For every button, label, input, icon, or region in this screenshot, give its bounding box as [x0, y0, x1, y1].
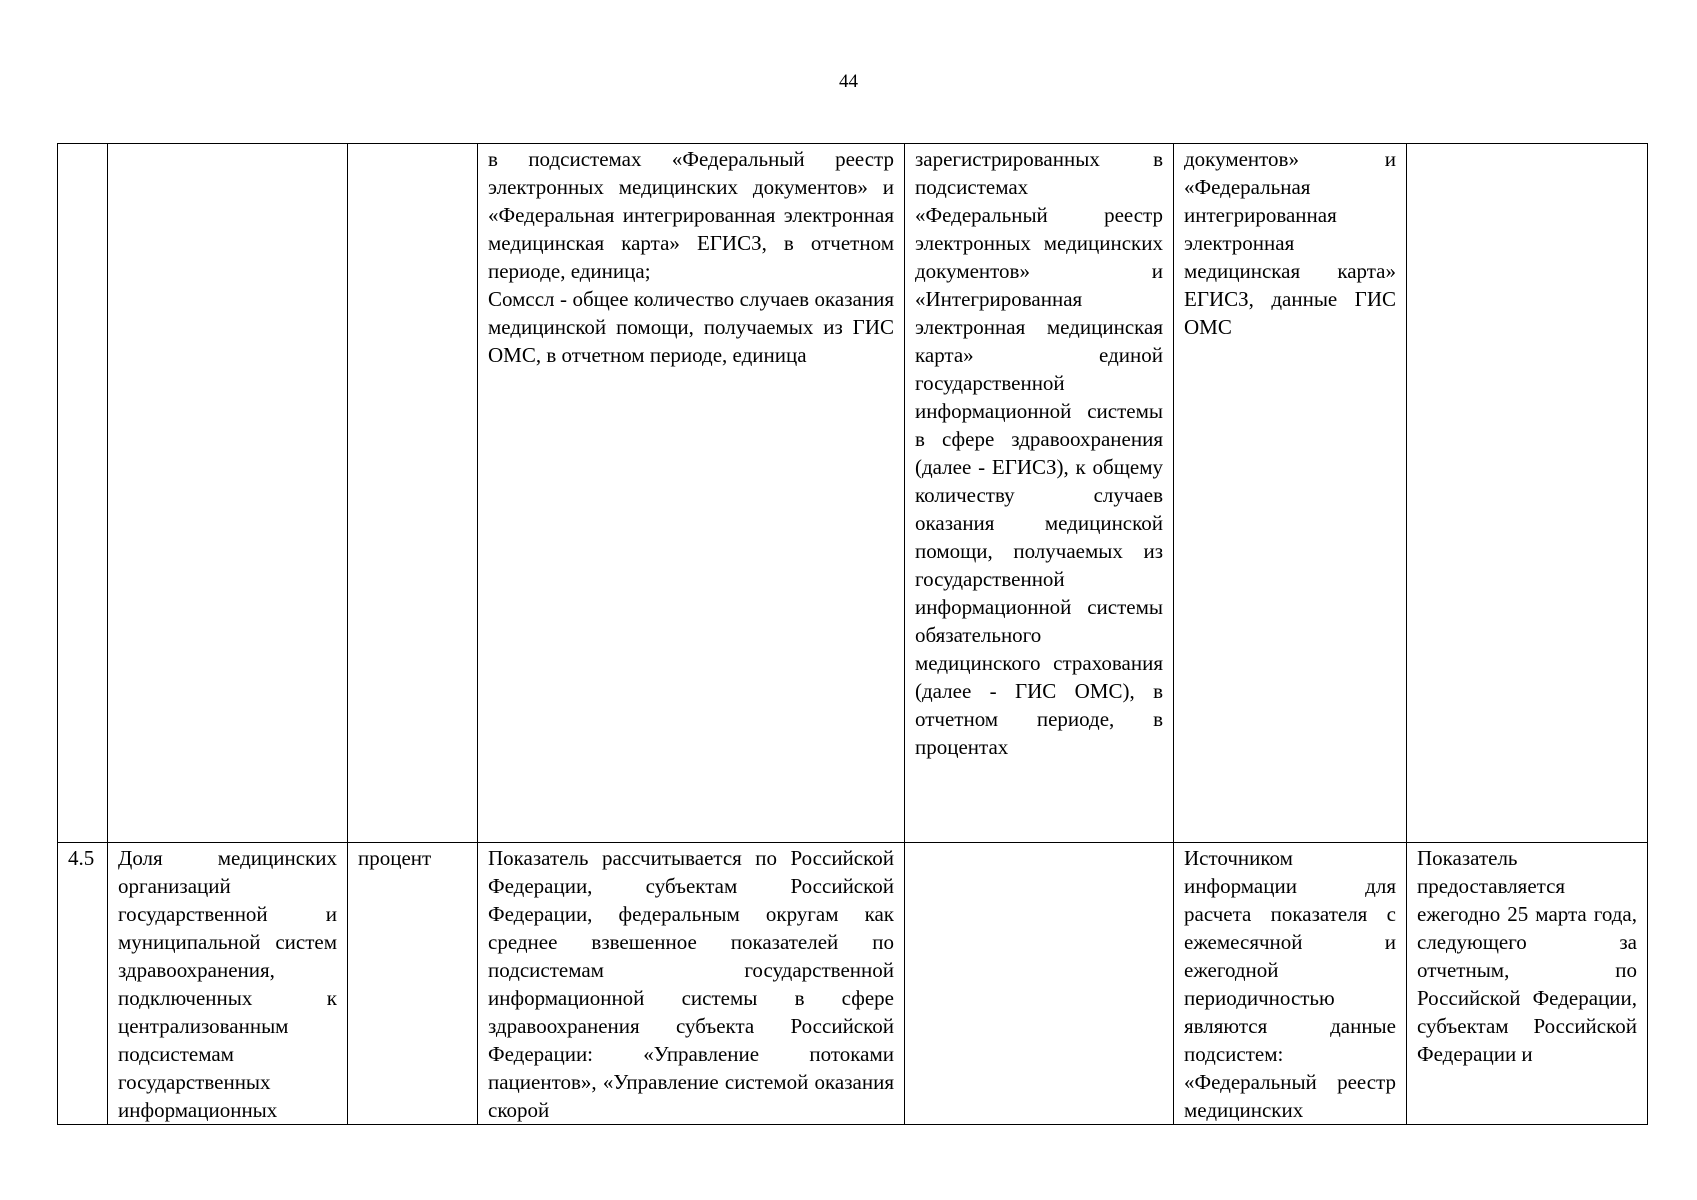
cell-reporting: Показатель предоставляется ежегодно 25 марта года, следующего за отчетным, по Российской Федерации, субъектам Российской Федерации и	[1407, 843, 1648, 1125]
page-number: 44	[839, 71, 858, 92]
cell-formula-note	[905, 843, 1174, 1125]
cell-number	[58, 144, 108, 843]
cell-number: 4.5	[58, 843, 108, 1125]
cell-method: Показатель рассчитывается по Российской Федерации, субъектам Российской Федерации, федеральным округам как среднее взвешенное показателей по подсистемам государственной информационной системы в сфере здравоохранения субъекта Российской Федерации: «Управление потоками пациентов», «Управление системой оказания скорой	[478, 843, 905, 1125]
table-row-4-5	[58, 843, 1648, 1125]
cell-source: документов» и «Федеральная интегрированная электронная медицинская карта» ЕГИСЗ, данные ГИС ОМС	[1174, 144, 1407, 843]
cell-unit: процент	[348, 843, 478, 1125]
method-text: в подсистемах «Федеральный реестр электронных медицинских документов» и «Федеральная интегрированная электронная медицинская карта» ЕГИСЗ, в отчетном периоде, единица;	[488, 147, 894, 283]
cell-reporting	[1407, 144, 1648, 843]
indicator-table	[57, 143, 1648, 1125]
method-extra-text: Сомссл - общее количество случаев оказания медицинской помощи, получаемых из ГИС ОМС, в отчетном периоде, единица	[488, 287, 894, 367]
cell-formula-note: зарегистрированных в подсистемах «Федеральный реестр электронных медицинских документов» и «Интегрированная электронная медицинская карта» единой государственной информационной системы в сфере здравоохранения (далее - ЕГИСЗ), к общему количеству случаев оказания медицинской помощи, получаемых из государственной информационной системы обязательного медицинского страхования (далее - ГИС ОМС), в отчетном периоде, в процентах	[905, 144, 1174, 843]
cell-source: Источником информации для расчета показателя с ежемесячной и ежегодной периодичностью являются данные подсистем: «Федеральный реестр медицинских	[1174, 843, 1407, 1125]
table-row-continued	[58, 144, 1648, 843]
cell-indicator-name	[108, 144, 348, 843]
cell-indicator-name: Доля медицинских организаций государственной и муниципальной систем здравоохранения, подключенных к централизованным подсистемам государственных информационных	[108, 843, 348, 1125]
cell-unit	[348, 144, 478, 843]
cell-method	[478, 144, 905, 843]
